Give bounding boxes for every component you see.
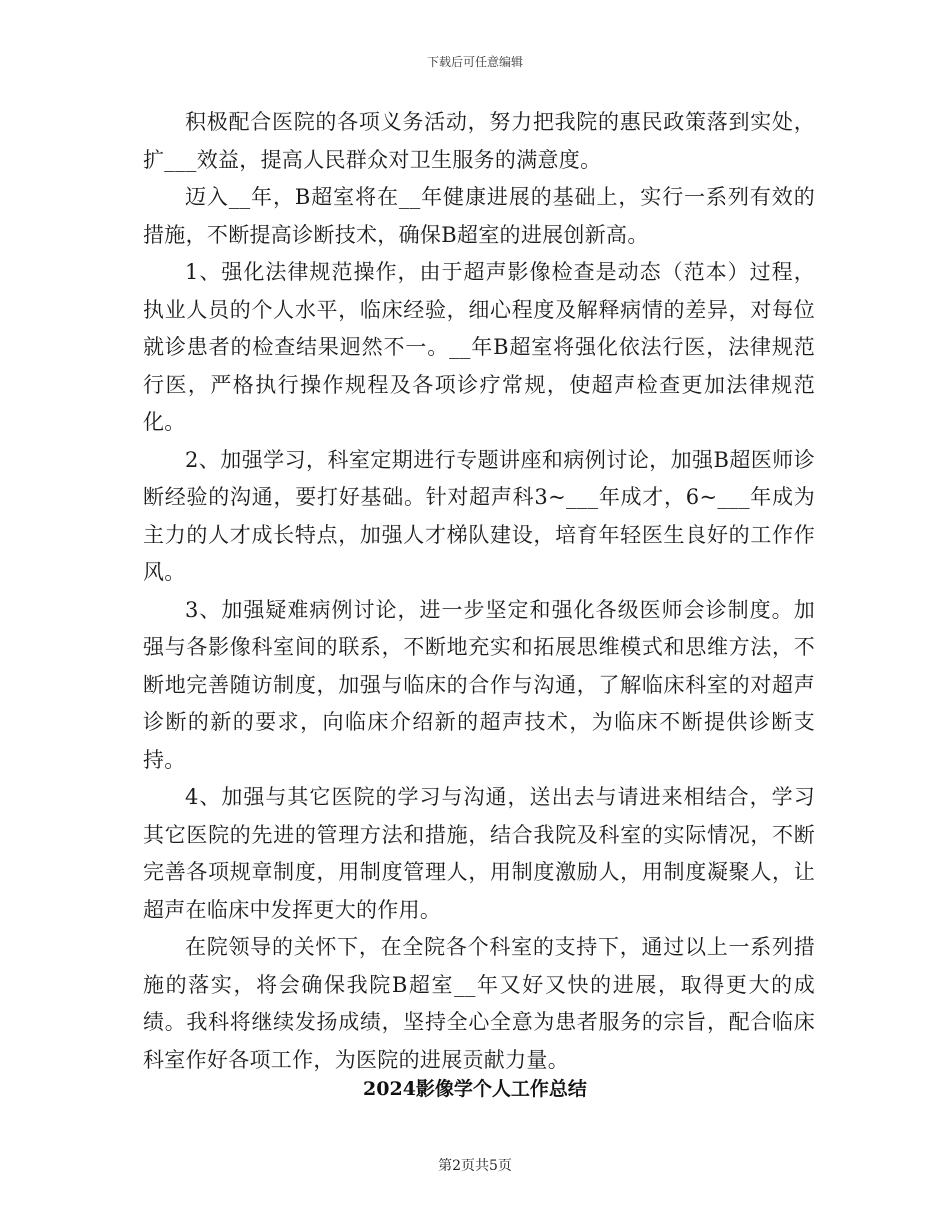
paragraph-item-3: 3、加强疑难病例讨论，进一步坚定和强化各级医师会诊制度。加强与各影像科室间的联系，不断地充实和拓展思维模式和思维方法，不断地完善随访制度，加强与临床的合作与沟通，了解临床科室的对超声诊断的新的要求，向临床介绍新的超声技术，为临床不断提供诊断支持。 [143, 597, 815, 772]
paragraph-plan-overview: 迈入__年，B超室将在__年健康进展的基础上，实行一系列有效的措施，不断提高诊断技术，确保B超室的进展创新高。 [143, 185, 815, 247]
paragraph-item-4: 4、加强与其它医院的学习与沟通，送出去与请进来相结合，学习其它医院的先进的管理方法和措施，结合我院及科室的实际情况，不断完善各项规章制度，用制度管理人，用制度激励人，用制度凝聚人，让超声在临床中发挥更大的作用。 [143, 785, 815, 922]
page-header-note: 下载后可任意编辑 [426, 55, 523, 69]
document-body [143, 104, 815, 1079]
paragraph-item-2: 2、加强学习，科室定期进行专题讲座和病例讨论，加强B超医师诊断经验的沟通，要打好基础。针对超声科3~___年成才，6~___年成为主力的人才成长特点，加强人才梯队建设，培育年轻医生良好的工作作风。 [143, 447, 815, 584]
section-heading: 2024影像学个人工作总结 [363, 1078, 587, 1100]
page-number: 第2页共5页 [438, 1158, 512, 1174]
paragraph-conclusion: 在院领导的关怀下，在全院各个科室的支持下，通过以上一系列措施的落实，将会确保我院B超室__年又好又快的进展，取得更大的成绩。我科将继续发扬成绩，坚持全心全意为患者服务的宗旨，配合临床科室作好各项工作，为医院的进展贡献力量。 [143, 935, 815, 1072]
paragraph-intro-continuation: 积极配合医院的各项义务活动，努力把我院的惠民政策落到实处，扩___效益，提高人民群众对卫生服务的满意度。 [143, 110, 815, 172]
paragraph-item-1: 1、强化法律规范操作，由于超声影像检查是动态（范本）过程，执业人员的个人水平，临床经验，细心程度及解释病情的差异，对每位就诊患者的检查结果迥然不一。__年B超室将强化依法行医，法律规范行医，严格执行操作规程及各项诊疗常规，使超声检查更加法律规范化。 [143, 260, 815, 434]
